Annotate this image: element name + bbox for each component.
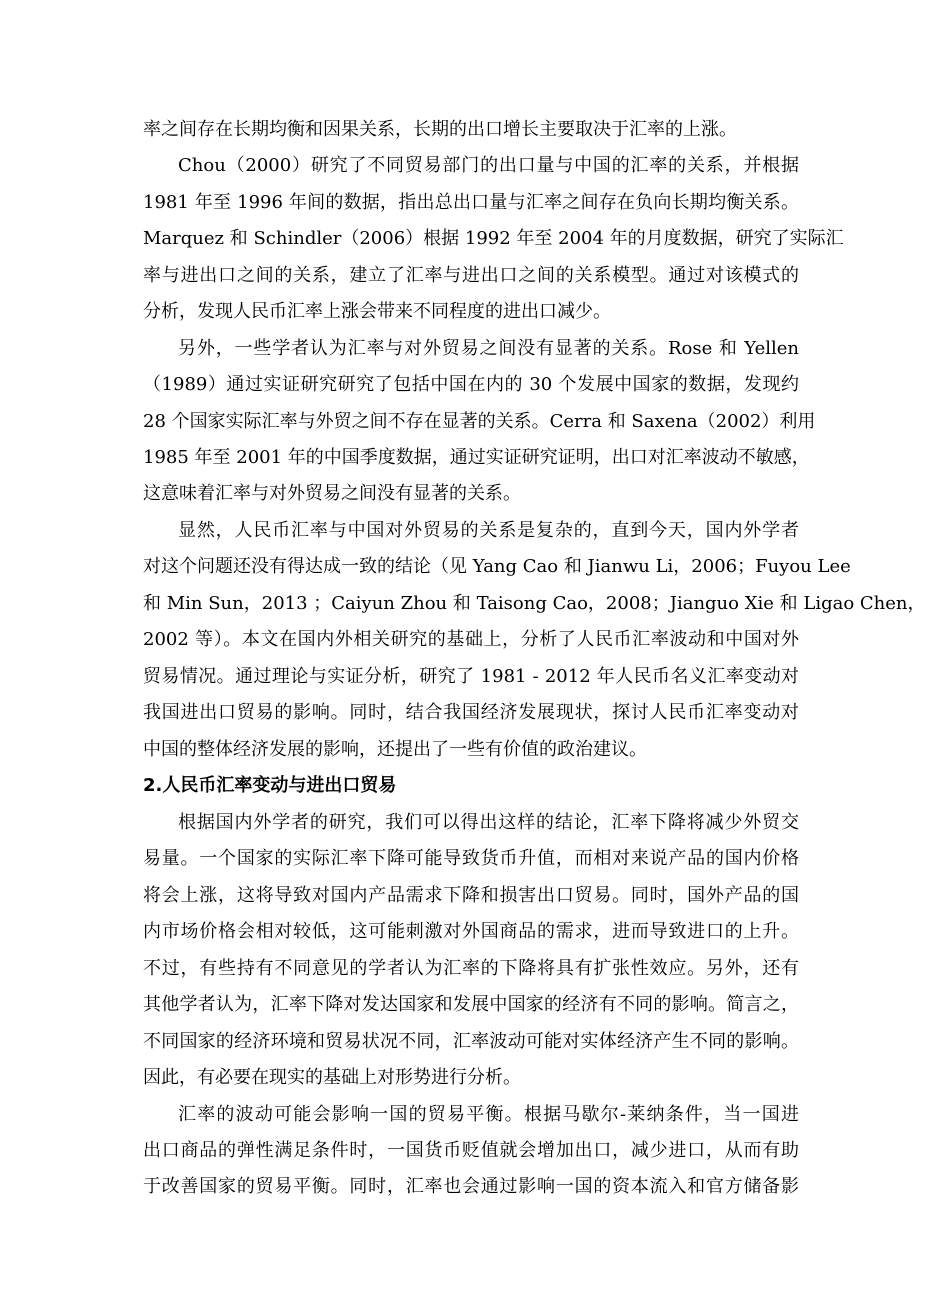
section-heading: 2.人民币汇率变动与进出口贸易	[143, 775, 397, 796]
text-line: 内市场价格会相对较低，这可能刺激对外国商品的需求，进而导致进口的上升。	[143, 921, 799, 942]
text-line: 这意味着汇率与对外贸易之间没有显著的关系。	[143, 483, 521, 504]
text-line: 中国的整体经济发展的影响，还提出了一些有价值的政治建议。	[143, 739, 647, 760]
text-line: 根据国内外学者的研究，我们可以得出这样的结论，汇率下降将减少外贸交	[178, 812, 799, 833]
text-line: 和 Min Sun，2013 ；Caiyun Zhou 和 Taisong Cao，2008；Jianguo Xie 和 Ligao Chen，	[143, 593, 926, 614]
text-line: 28 个国家实际汇率与外贸之间不存在显著的关系。Cerra 和 Saxena（2002）利用	[143, 411, 816, 432]
text-line: 率与进出口之间的关系，建立了汇率与进出口之间的关系模型。通过对该模式的	[143, 265, 799, 286]
text-line: 出口商品的弹性满足条件时，一国货币贬值就会增加出口，减少进口，从而有助	[143, 1140, 799, 1161]
text-line: 将会上涨，这将导致对国内产品需求下降和损害出口贸易。同时，国外产品的国	[143, 885, 799, 906]
text-line: 对这个问题还没有得达成一致的结论（见 Yang Cao 和 Jianwu Li，2006；Fuyou Lee	[143, 556, 851, 577]
text-line: 因此，有必要在现实的基础上对形势进行分析。	[143, 1067, 521, 1088]
text-line: 不过，有些持有不同意见的学者认为汇率的下降将具有扩张性效应。另外，还有	[143, 958, 799, 979]
text-line: 显然，人民币汇率与中国对外贸易的关系是复杂的，直到今天，国内外学者	[178, 520, 799, 541]
text-line: 汇率的波动可能会影响一国的贸易平衡。根据马歇尔-莱纳条件，当一国进	[178, 1104, 799, 1125]
text-line: 1985 年至 2001 年的中国季度数据，通过实证研究证明，出口对汇率波动不敏感，	[143, 447, 810, 468]
text-line: 2002 等）。本文在国内外相关研究的基础上，分析了人民币汇率波动和中国对外	[143, 629, 799, 650]
text-line: 其他学者认为，汇率下降对发达国家和发展中国家的经济有不同的影响。简言之，	[143, 994, 799, 1015]
text-line: 不同国家的经济环境和贸易状况不同，汇率波动可能对实体经济产生不同的影响。	[143, 1031, 799, 1052]
text-line: 分析，发现人民币汇率上涨会带来不同程度的进出口减少。	[143, 301, 611, 322]
text-line: 我国进出口贸易的影响。同时，结合我国经济发展现状，探讨人民币汇率变动对	[143, 702, 799, 723]
text-line: 于改善国家的贸易平衡。同时，汇率也会通过影响一国的资本流入和官方储备影	[143, 1176, 799, 1197]
text-line: （1989）通过实证研究研究了包括中国在内的 30 个发展中国家的数据，发现约	[143, 374, 799, 395]
text-line: Chou（2000）研究了不同贸易部门的出口量与中国的汇率的关系，并根据	[178, 155, 799, 176]
text-line: 易量。一个国家的实际汇率下降可能导致货币升值，而相对来说产品的国内价格	[143, 848, 799, 869]
text-line: 贸易情况。通过理论与实证分析，研究了 1981 - 2012 年人民币名义汇率变动对	[143, 666, 799, 687]
text-line: 另外，一些学者认为汇率与对外贸易之间没有显著的关系。Rose 和 Yellen	[178, 338, 799, 359]
text-line: Marquez 和 Schindler（2006）根据 1992 年至 2004 年的月度数据，研究了实际汇	[143, 228, 844, 249]
text-line: 1981 年至 1996 年间的数据，指出总出口量与汇率之间存在负向长期均衡关系。	[143, 192, 799, 213]
text-line: 率之间存在长期均衡和因果关系，长期的出口增长主要取决于汇率的上涨。	[143, 119, 737, 140]
